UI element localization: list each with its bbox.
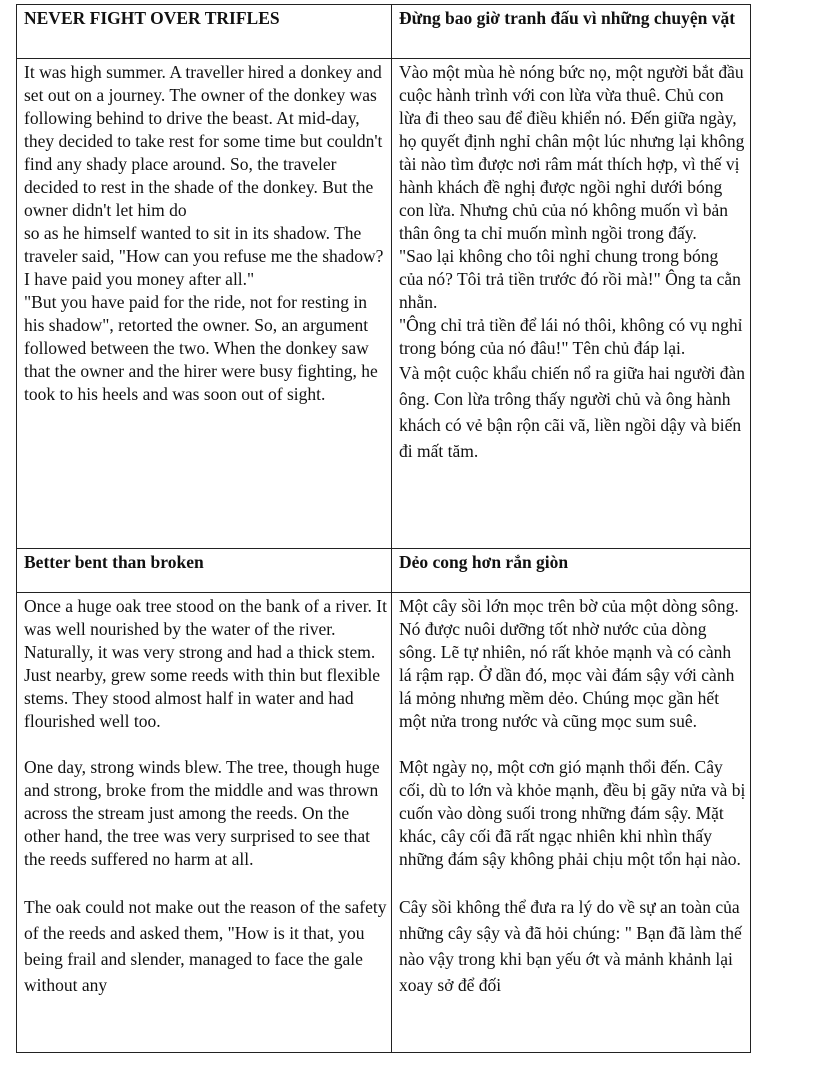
section-1-vi-paragraph: "Sao lại không cho tôi nghỉ chung trong bóng của nó? Tôi trả tiền trước đó rồi mà!" Ông ta cằn nhằn. <box>399 246 741 312</box>
section-2-en-paragraph: The oak could not make out the reason of the safety of the reeds and asked them, "How is it that, you being frail and slender, managed to face the gale without any <box>24 897 387 995</box>
section-2-vietnamese-cell <box>392 593 751 1053</box>
section-1-vi-paragraph: Vào một mùa hè nóng bức nọ, một người bắt đầu cuộc hành trình với con lừa vừa thuê. Chủ con lừa đi theo sau để điều khiển nó. Đến giữa ngày, họ quyết định nghỉ chân một lúc nhưng lại không tài nào tìm được nơi râm mát thích hợp, vì thế vị hành khách đề nghị được ngồi nghỉ dưới bóng con lừa. Nhưng chủ của nó không muốn vì bản thân ông ta chỉ muốn mình ngồi trong đấy. <box>399 62 745 243</box>
section-1-vietnamese-cell <box>392 59 751 549</box>
section-2-title-en: Better bent than broken <box>17 549 392 593</box>
section-2-en-paragraph: Once a huge oak tree stood on the bank of a river. It was well nourished by the water of the river. Naturally, it was very strong and had a thick stem. Just nearby, grew some reeds with thin but flexible stems. They stood almost half in water and had flourished well too. <box>24 596 387 731</box>
section-1-english-cell <box>17 59 392 549</box>
section-2-english-cell <box>17 593 392 1053</box>
section-1-en-paragraph: so as he himself wanted to sit in its shadow. The traveler said, "How can you refuse me the shadow? I have paid you money after all." <box>24 223 384 289</box>
section-1-vi-paragraph: Và một cuộc khẩu chiến nổ ra giữa hai người đàn ông. Con lừa trông thấy người chủ và ông hành khách có vẻ bận rộn cãi vã, liền ngồi dậy và biến đi mất tăm. <box>399 363 746 461</box>
section-1-body-row <box>17 59 751 549</box>
section-1-header-row <box>17 5 751 59</box>
section-2-vi-paragraph: Cây sồi không thể đưa ra lý do về sự an toàn của những cây sậy và đã hỏi chúng: " Bạn đã làm thế nào vậy trong khi bạn yếu ớt và mảnh khảnh lại xoay sở để đối <box>399 897 742 995</box>
section-1-en-paragraph: It was high summer. A traveller hired a donkey and set out on a journey. The owner of the donkey was following behind to drive the beast. At mid-day, they decided to take rest for some time but couldn't find any shady place around. So, the traveler decided to rest in the shade of the donkey. But the owner didn't let him do <box>24 62 383 220</box>
bilingual-story-table <box>16 4 751 1053</box>
section-2-en-paragraph: One day, strong winds blew. The tree, though huge and strong, broke from the middle and was thrown across the stream just among the reeds. On the other hand, the tree was very surprised to see that the reeds suffered no harm at all. <box>24 757 380 869</box>
section-2-body-row <box>17 593 751 1053</box>
section-2-header-row <box>17 549 751 593</box>
section-1-vi-paragraph: "Ông chỉ trả tiền để lái nó thôi, không có vụ nghỉ trong bóng của nó đâu!" Tên chủ đáp lại. <box>399 315 743 358</box>
section-1-title-en: NEVER FIGHT OVER TRIFLES <box>17 5 392 59</box>
section-1-title-vi: Đừng bao giờ tranh đấu vì những chuyện vặt <box>392 5 751 59</box>
section-2-vi-paragraph: Một cây sồi lớn mọc trên bờ của một dòng sông. Nó được nuôi dưỡng tốt nhờ nước của dòng sông. Lẽ tự nhiên, nó rất khỏe mạnh và có cành lá rậm rạp. Ở dần đó, mọc vài đám sậy với cành lá mỏng nhưng mềm dẻo. Chúng mọc gần hết một nửa trong nước và cũng mọc sum suê. <box>399 596 739 731</box>
section-2-title-vi: Dẻo cong hơn rắn giòn <box>392 549 751 593</box>
section-2-vi-paragraph: Một ngày nọ, một cơn gió mạnh thổi đến. Cây cối, dù to lớn và khỏe mạnh, đều bị gãy nửa và bị cuốn vào dòng suối trong những đám sậy. Mặt khác, cây cối đã rất ngạc nhiên khi nhìn thấy những đám sậy không phải chịu một tổn hại nào. <box>399 757 746 869</box>
section-1-en-paragraph: "But you have paid for the ride, not for resting in his shadow", retorted the owner. So, an argument followed between the two. When the donkey saw that the owner and the hirer were busy fighting, he took to his heels and was soon out of sight. <box>24 292 378 404</box>
